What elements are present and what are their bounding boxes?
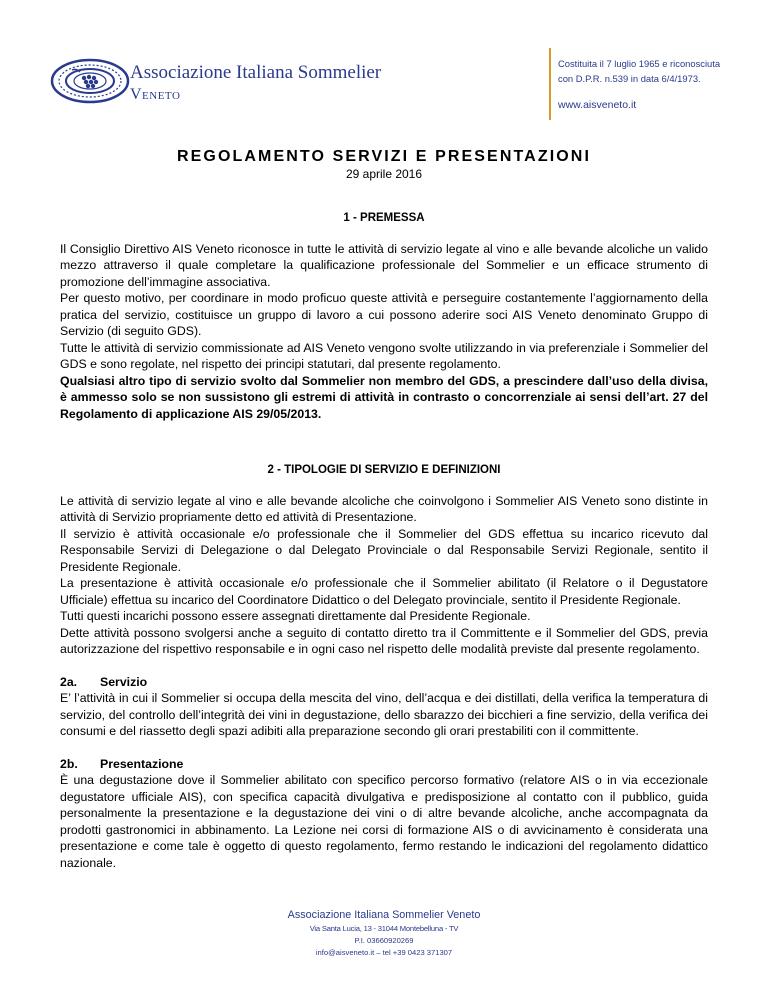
subsection-title: Servizio (100, 674, 148, 689)
paragraph: Tutte le attività di servizio commissionate ad AIS Veneto vengono svolte utilizzando in via preferenziale i Sommelier del GDS e sono regolate, nel rispetto dei principi statutari, dal presente regolamento. (60, 340, 708, 371)
subsection-number: 2b. (60, 756, 78, 771)
document-body (60, 210, 708, 871)
page-title: REGOLAMENTO SERVIZI E PRESENTAZIONI (177, 148, 591, 165)
org-name: Associazione Italiana Sommelier (130, 62, 382, 83)
org-region: Veneto (130, 86, 181, 103)
paragraph: Per questo motivo, per coordinare in modo proficuo queste attività e perseguire costantemente l’aggiornamento della pratica del servizio, costituisce un gruppo di lavoro a cui possono aderire soci AIS Veneto denominato Gruppo di Servizio (di seguito GDS). (60, 291, 708, 338)
paragraph-bold: Qualsiasi altro tipo di servizio svolto dal Sommelier non membro del GDS, a prescindere dall’uso della divisa, è ammesso solo se non sussistono gli estremi di attività in contrasto o concorrenziale ai sensi dell’art. 27 del Regolamento di applicazione AIS 29/05/2013. (60, 373, 708, 421)
subsection-2b-heading (60, 756, 708, 773)
website-link[interactable]: www.aisveneto.it (558, 99, 637, 111)
footer-vat: P.I. 03660920269 (354, 936, 414, 945)
footer-contact[interactable]: info@aisveneto.it – tel +39 0423 371307 (315, 948, 453, 957)
header-info (558, 56, 758, 86)
subsection-title: Presentazione (100, 756, 184, 771)
section-1-heading: 1 - PREMESSA (343, 212, 425, 224)
info-line-2: con D.P.R. n.539 in data 6/4/1973. (558, 73, 701, 84)
paragraph: Dette attività possono svolgersi anche a seguito di contatto diretto tra il Committente e il Sommelier del GDS, previa autorizzazione del rispettivo responsabile e in ogni caso nel rispetto delle modalità previste dal presente regolamento. (60, 625, 708, 656)
paragraph: È una degustazione dove il Sommelier abilitato con specifico percorso formativo (relatore AIS o in via eccezionale degustatore ufficiale AIS), con specifica capacità divulgativa e predisposizione al contatto con il pubblico, guida personalmente la presentazione e la degustazione dei vini o di altre bevande alcoliche, anche accompagnata da prodotti gastronomici in abbinamento. La Lezione nei corsi di formazione AIS o di avvicinamento è considerata una presentazione e come tale è oggetto di questo regolamento, fermo restando le indicazioni del regolamento didattico nazionale. (60, 773, 708, 870)
paragraph: La presentazione è attività occasionale e/o professionale che il Sommelier abilitato (il Relatore o il Degustatore Ufficiale) effettua su incarico del Coordinatore Didattico o del Delegato provinciale, sentito il Presidente Regionale. (60, 576, 708, 607)
subsection-number: 2a. (60, 674, 78, 689)
paragraph: E’ l’attività in cui il Sommelier si occupa della mescita del vino, dell’acqua e dei distillati, della verifica la temperatura di servizio, del controllo dell’integrità dei vini in degustazione, dello sbarazzo dei bicchieri a fine servizio, della verifica dei consumi e del riassetto degli spazi adibiti alla preparazione secondo gli orari prestabiliti con il committente. (60, 691, 708, 738)
paragraph: Tutti questi incarichi possono essere assegnati direttamente dal Presidente Regionale. (60, 609, 531, 623)
document-date: 29 aprile 2016 (345, 167, 423, 181)
paragraph: Il Consiglio Direttivo AIS Veneto riconosce in tutte le attività di servizio legate al vino e alle bevande alcoliche un valido mezzo attraverso il quale completare la qualificazione professionale del Sommelier e un efficace strumento di promozione dell’immagine associativa. (60, 241, 708, 289)
info-line-1: Costituita il 7 luglio 1965 e riconosciuta (558, 58, 721, 69)
page-footer (0, 908, 768, 959)
footer-org: Associazione Italiana Sommelier Veneto (287, 909, 481, 921)
section-2-heading: 2 - TIPOLOGIE DI SERVIZIO E DEFINIZIONI (267, 464, 501, 476)
subsection-2a-heading (60, 674, 708, 691)
footer-address: Via Santa Lucia, 13 - 31044 Montebelluna - TV (309, 924, 459, 933)
paragraph: Il servizio è attività occasionale e/o professionale che il Sommelier del GDS effettua su incarico ricevuto dal Responsabile Servizi di Delegazione o dal Delegato Provinciale o dal Responsabile Servizi Regionale, sentito il Presidente Regionale. (60, 526, 708, 574)
header-divider (549, 48, 551, 120)
ais-logo-icon (50, 58, 130, 104)
paragraph: Le attività di servizio legate al vino e alle bevande alcoliche che coinvolgono i Sommelier AIS Veneto sono distinte in attività di Servizio propriamente detto ed attività di Presentazione. (60, 493, 708, 524)
